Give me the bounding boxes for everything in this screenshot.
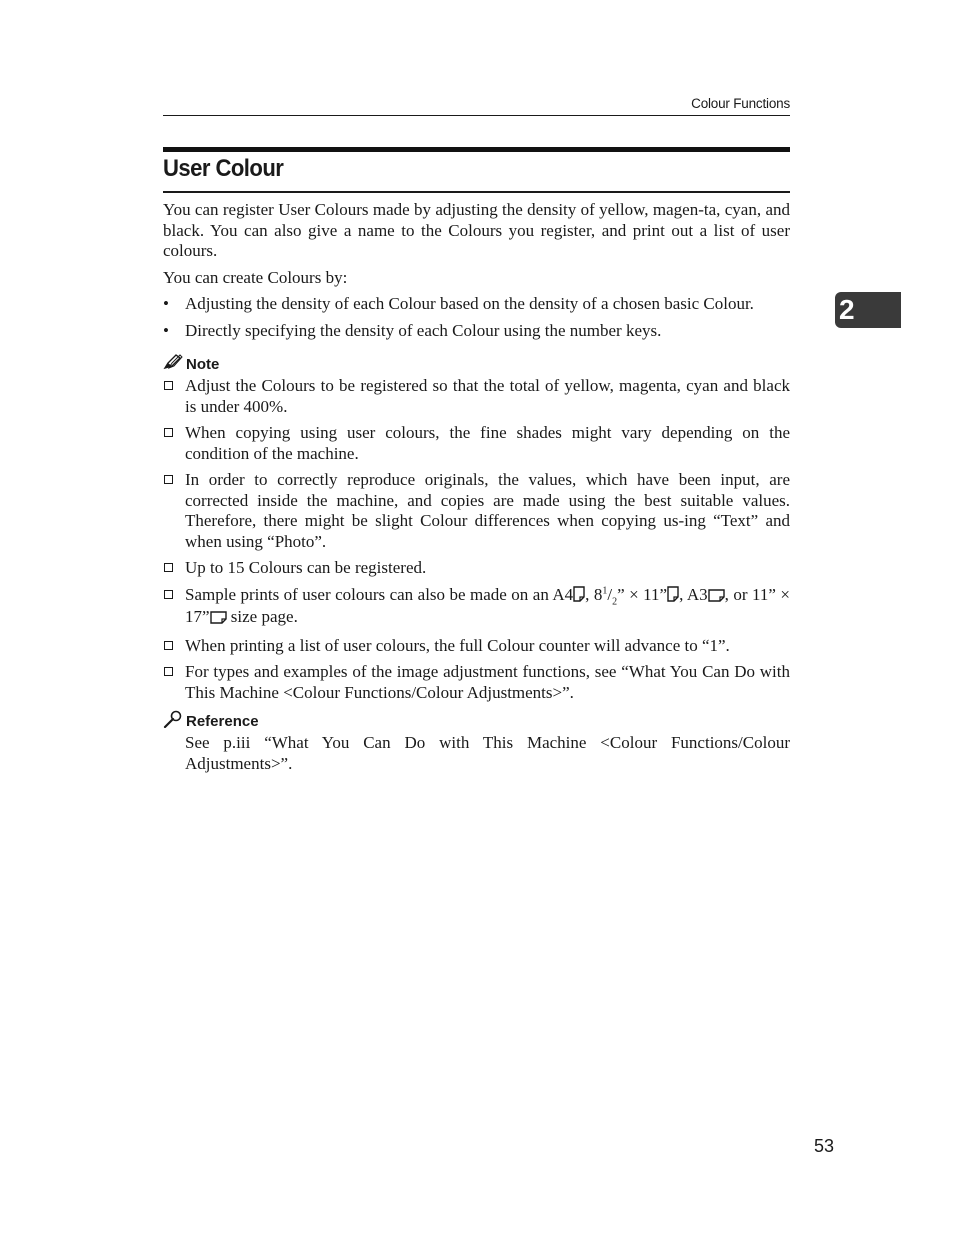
checkbox-icon — [164, 667, 173, 676]
list-item: For types and examples of the image adjustment functions, see “What You Can Do with This Machine <Colour Functions/Colour Adjustments>”. — [163, 662, 790, 703]
list-item: When printing a list of user colours, the full Colour counter will advance to “1”. — [163, 636, 790, 657]
list-item: Sample prints of user colours can also be made on an A4 , $8^1/_2$” × 11” , A3 , or 11” × 17” size page. — [163, 585, 790, 630]
main-content — [163, 200, 790, 774]
reference-heading: Reference — [163, 711, 790, 733]
note-list — [163, 376, 790, 703]
list-item: In order to correctly reproduce originals, the values, which have been input, are corrected inside the machine, and copies are made using the best suitable values. Therefore, there might be slight Colour differences when copying us-ing “Text” and when using “Photo”. — [163, 470, 790, 552]
checkbox-icon — [164, 475, 173, 484]
landscape-paper-icon — [210, 609, 227, 630]
bullet-icon: • — [163, 294, 169, 313]
section-rule-top — [163, 147, 790, 152]
list-item: When copying using user colours, the fine shades might vary depending on the condition of the machine. — [163, 423, 790, 464]
section-title: User Colour — [163, 155, 284, 182]
list-item: Up to 15 Colours can be registered. — [163, 558, 790, 579]
checkbox-icon — [164, 641, 173, 650]
chapter-tab: 2 — [835, 292, 901, 328]
list-item: • Adjusting the density of each Colour based on the density of a chosen basic Colour. — [163, 294, 754, 313]
running-head: Colour Functions — [691, 96, 790, 111]
checkbox-icon — [164, 428, 173, 437]
intro-paragraph: You can register User Colours made by adjusting the density of yellow, magen-ta, cyan, and black. You can also give a name to the Colours you register, and print out a list of user colours. — [163, 200, 790, 260]
portrait-paper-icon — [667, 586, 679, 608]
bullet-icon: • — [163, 320, 169, 340]
pencil-icon — [163, 354, 183, 377]
page-number: 53 — [813, 1136, 834, 1156]
create-lead: You can create Colours by: — [163, 267, 348, 287]
checkbox-icon — [164, 590, 173, 599]
checkbox-icon — [164, 381, 173, 390]
list-item: • Directly specifying the density of each Colour using the number keys. — [163, 320, 662, 340]
list-item: Adjust the Colours to be registered so that the total of yellow, magenta, cyan and black is under 400%. — [163, 376, 790, 417]
section-rule-bottom — [163, 191, 790, 193]
reference-text: See p.iii “What You Can Do with This Machine <Colour Functions/Colour Adjustments>”. — [185, 733, 790, 773]
checkbox-icon — [164, 563, 173, 572]
header-rule — [163, 115, 790, 116]
landscape-paper-icon — [708, 587, 725, 608]
portrait-paper-icon — [573, 586, 585, 608]
magnifier-icon — [163, 710, 183, 735]
note-heading: Note — [163, 354, 790, 376]
bullet-list — [163, 294, 790, 341]
